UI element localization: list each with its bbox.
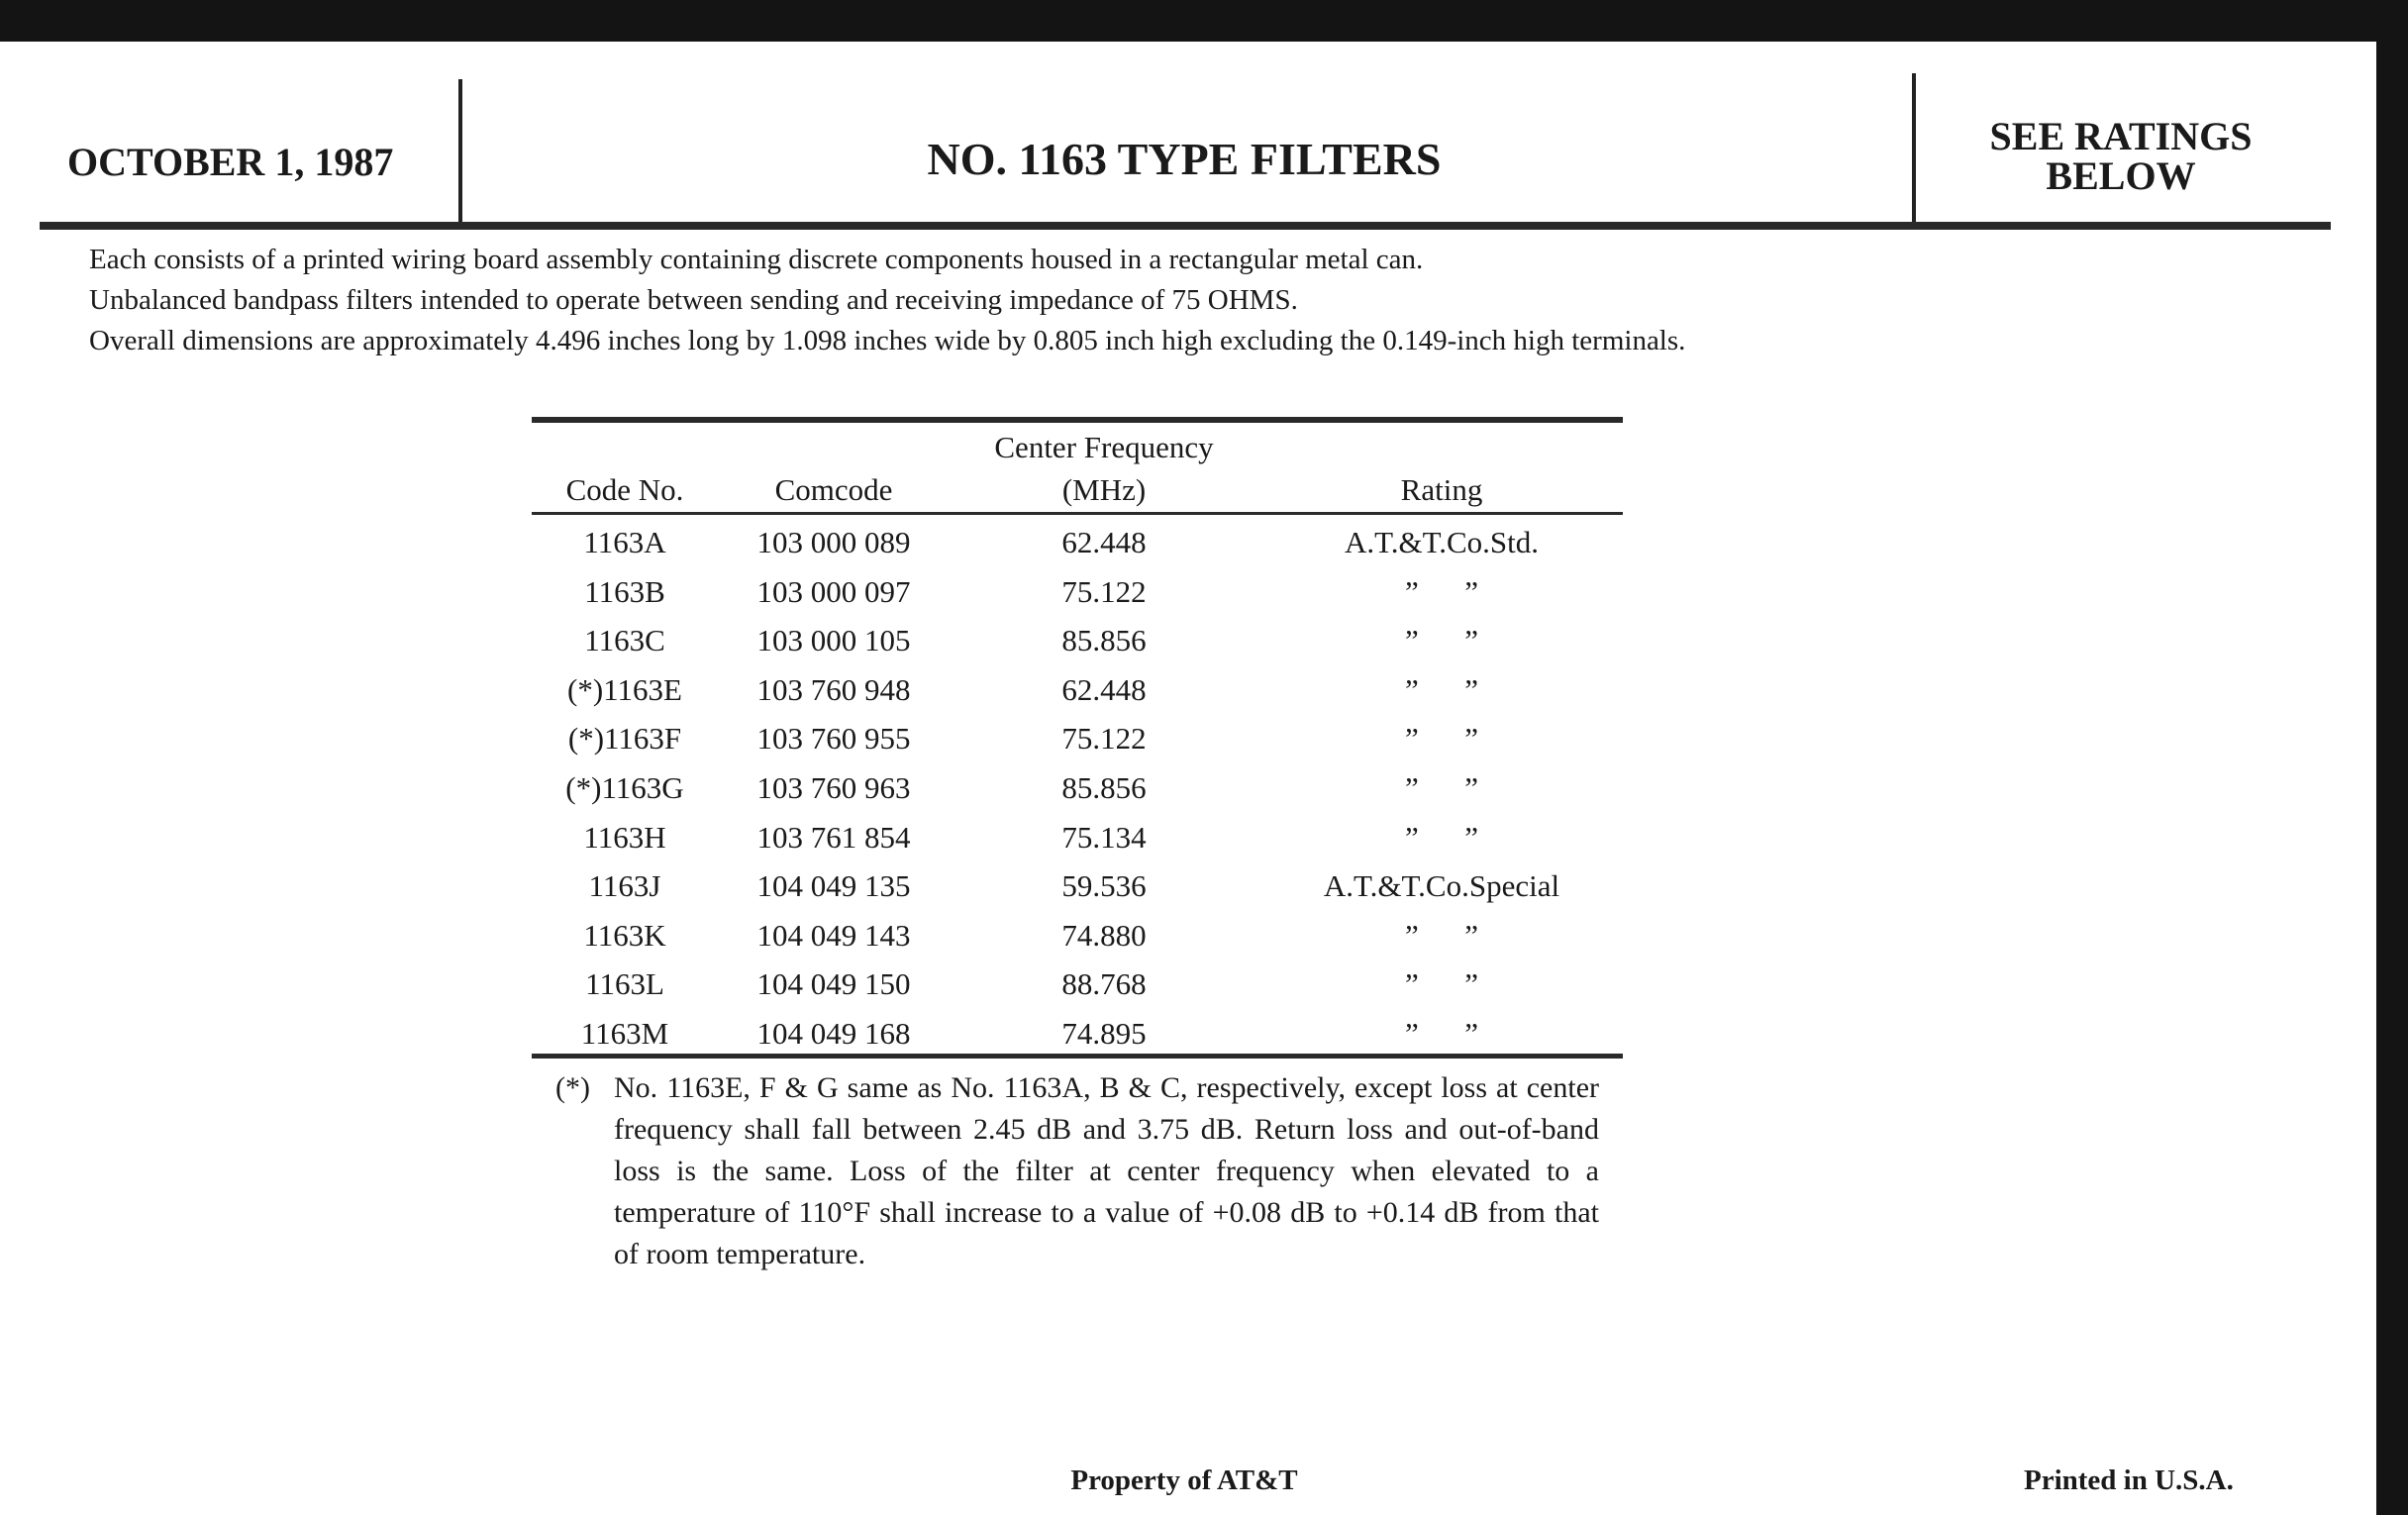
column-header-code: Code No. (565, 472, 684, 507)
cell-freq: 85.856 (1061, 770, 1147, 805)
header-rule (40, 222, 2331, 230)
cell-comcode: 104 049 143 (756, 917, 911, 953)
page-title: NO. 1163 TYPE FILTERS (927, 134, 1442, 184)
cell-freq: 75.134 (1061, 819, 1147, 855)
cell-rating: ” ” (1404, 770, 1479, 805)
cell-rating: ” ” (1404, 966, 1479, 1002)
cell-freq: 62.448 (1061, 525, 1147, 559)
scan-right-border (2376, 0, 2408, 1515)
cell-rating: ” ” (1404, 917, 1479, 953)
cell-code: 1163A (583, 525, 666, 559)
cell-rating: ” ” (1404, 819, 1479, 855)
cell-comcode: 103 761 854 (756, 819, 911, 855)
document-date: OCTOBER 1, 1987 (67, 140, 394, 184)
cell-freq: 59.536 (1061, 868, 1147, 904)
description-line: Overall dimensions are approximately 4.496 inches long by 1.098 inches wide by 0.805 inch high excluding the 0.149-inch high terminals. (89, 325, 1686, 356)
description-line: Unbalanced bandpass filters intended to operate between sending and receiving impedance of 75 OHMS. (89, 284, 1298, 316)
footer-printed: Printed in U.S.A. (2024, 1464, 2234, 1496)
cell-comcode: 103 760 955 (756, 721, 911, 757)
table-bottom-rule (532, 1054, 1623, 1059)
cell-code: 1163H (583, 819, 666, 855)
cell-comcode: 103 000 089 (756, 525, 911, 559)
cell-freq: 74.880 (1061, 917, 1147, 953)
cell-comcode: 104 049 135 (756, 868, 911, 904)
footnote-mark: (*) (555, 1071, 590, 1104)
table-header-rule (532, 512, 1623, 515)
cell-freq: 75.122 (1061, 573, 1147, 609)
cell-comcode: 103 000 097 (756, 573, 911, 609)
cell-comcode: 103 760 963 (756, 770, 911, 805)
footer-property: Property of AT&T (1070, 1464, 1298, 1496)
cell-rating: ” ” (1404, 671, 1479, 707)
table-top-rule (532, 417, 1623, 423)
scan-top-border (0, 0, 2408, 42)
cell-comcode: 103 760 948 (756, 671, 911, 707)
cell-code: 1163K (583, 917, 666, 953)
cell-code: 1163C (584, 623, 665, 658)
cell-freq: 88.768 (1061, 966, 1147, 1002)
cell-freq: 85.856 (1061, 623, 1147, 658)
cell-rating: ” ” (1404, 721, 1479, 757)
column-header-rating: Rating (1400, 472, 1483, 507)
cell-rating: ” ” (1404, 623, 1479, 658)
column-header-frequency-unit: (MHz) (1061, 472, 1147, 507)
cell-rating: ” ” (1404, 1016, 1479, 1051)
ratings-note-line: BELOW (2046, 153, 2196, 198)
cell-comcode: 104 049 168 (756, 1016, 911, 1051)
description-line: Each consists of a printed wiring board assembly containing discrete components housed in a rectangular metal can. (89, 244, 1424, 275)
cell-code: (*)1163G (565, 770, 684, 805)
cell-code: (*)1163E (567, 671, 682, 707)
cell-code: 1163B (584, 573, 665, 609)
cell-code: (*)1163F (567, 721, 682, 757)
ratings-note (1989, 114, 2253, 198)
ratings-note-line: SEE RATINGS (1989, 114, 2253, 158)
cell-code: 1163J (588, 868, 661, 904)
cell-rating: ” ” (1404, 573, 1479, 609)
cell-comcode: 104 049 150 (756, 966, 911, 1002)
cell-rating: A.T.&T.Co.Std. (1344, 525, 1540, 559)
header-divider (458, 79, 462, 228)
cell-freq: 62.448 (1061, 671, 1147, 707)
cell-rating: A.T.&T.Co.Special (1323, 868, 1560, 904)
footnote-text: No. 1163E, F & G same as No. 1163A, B & C, respectively, except loss at center frequency shall fall between 2.45 dB and 3.75 dB. Return loss and out-of-band loss is the same. Loss of the filter at center frequency when elevated to a temperature of 110°F shall increase to a value of +0.08 dB to +0.14 dB from that of room temperature. (614, 1071, 1599, 1270)
cell-freq: 74.895 (1061, 1016, 1147, 1051)
header-divider (1912, 73, 1916, 224)
cell-code: 1163M (580, 1016, 669, 1051)
column-header-frequency: Center Frequency (994, 430, 1214, 464)
cell-comcode: 103 000 105 (756, 623, 911, 658)
cell-code: 1163L (585, 966, 664, 1002)
column-header-comcode: Comcode (774, 472, 893, 507)
cell-freq: 75.122 (1061, 721, 1147, 757)
footnote (555, 1067, 1599, 1275)
